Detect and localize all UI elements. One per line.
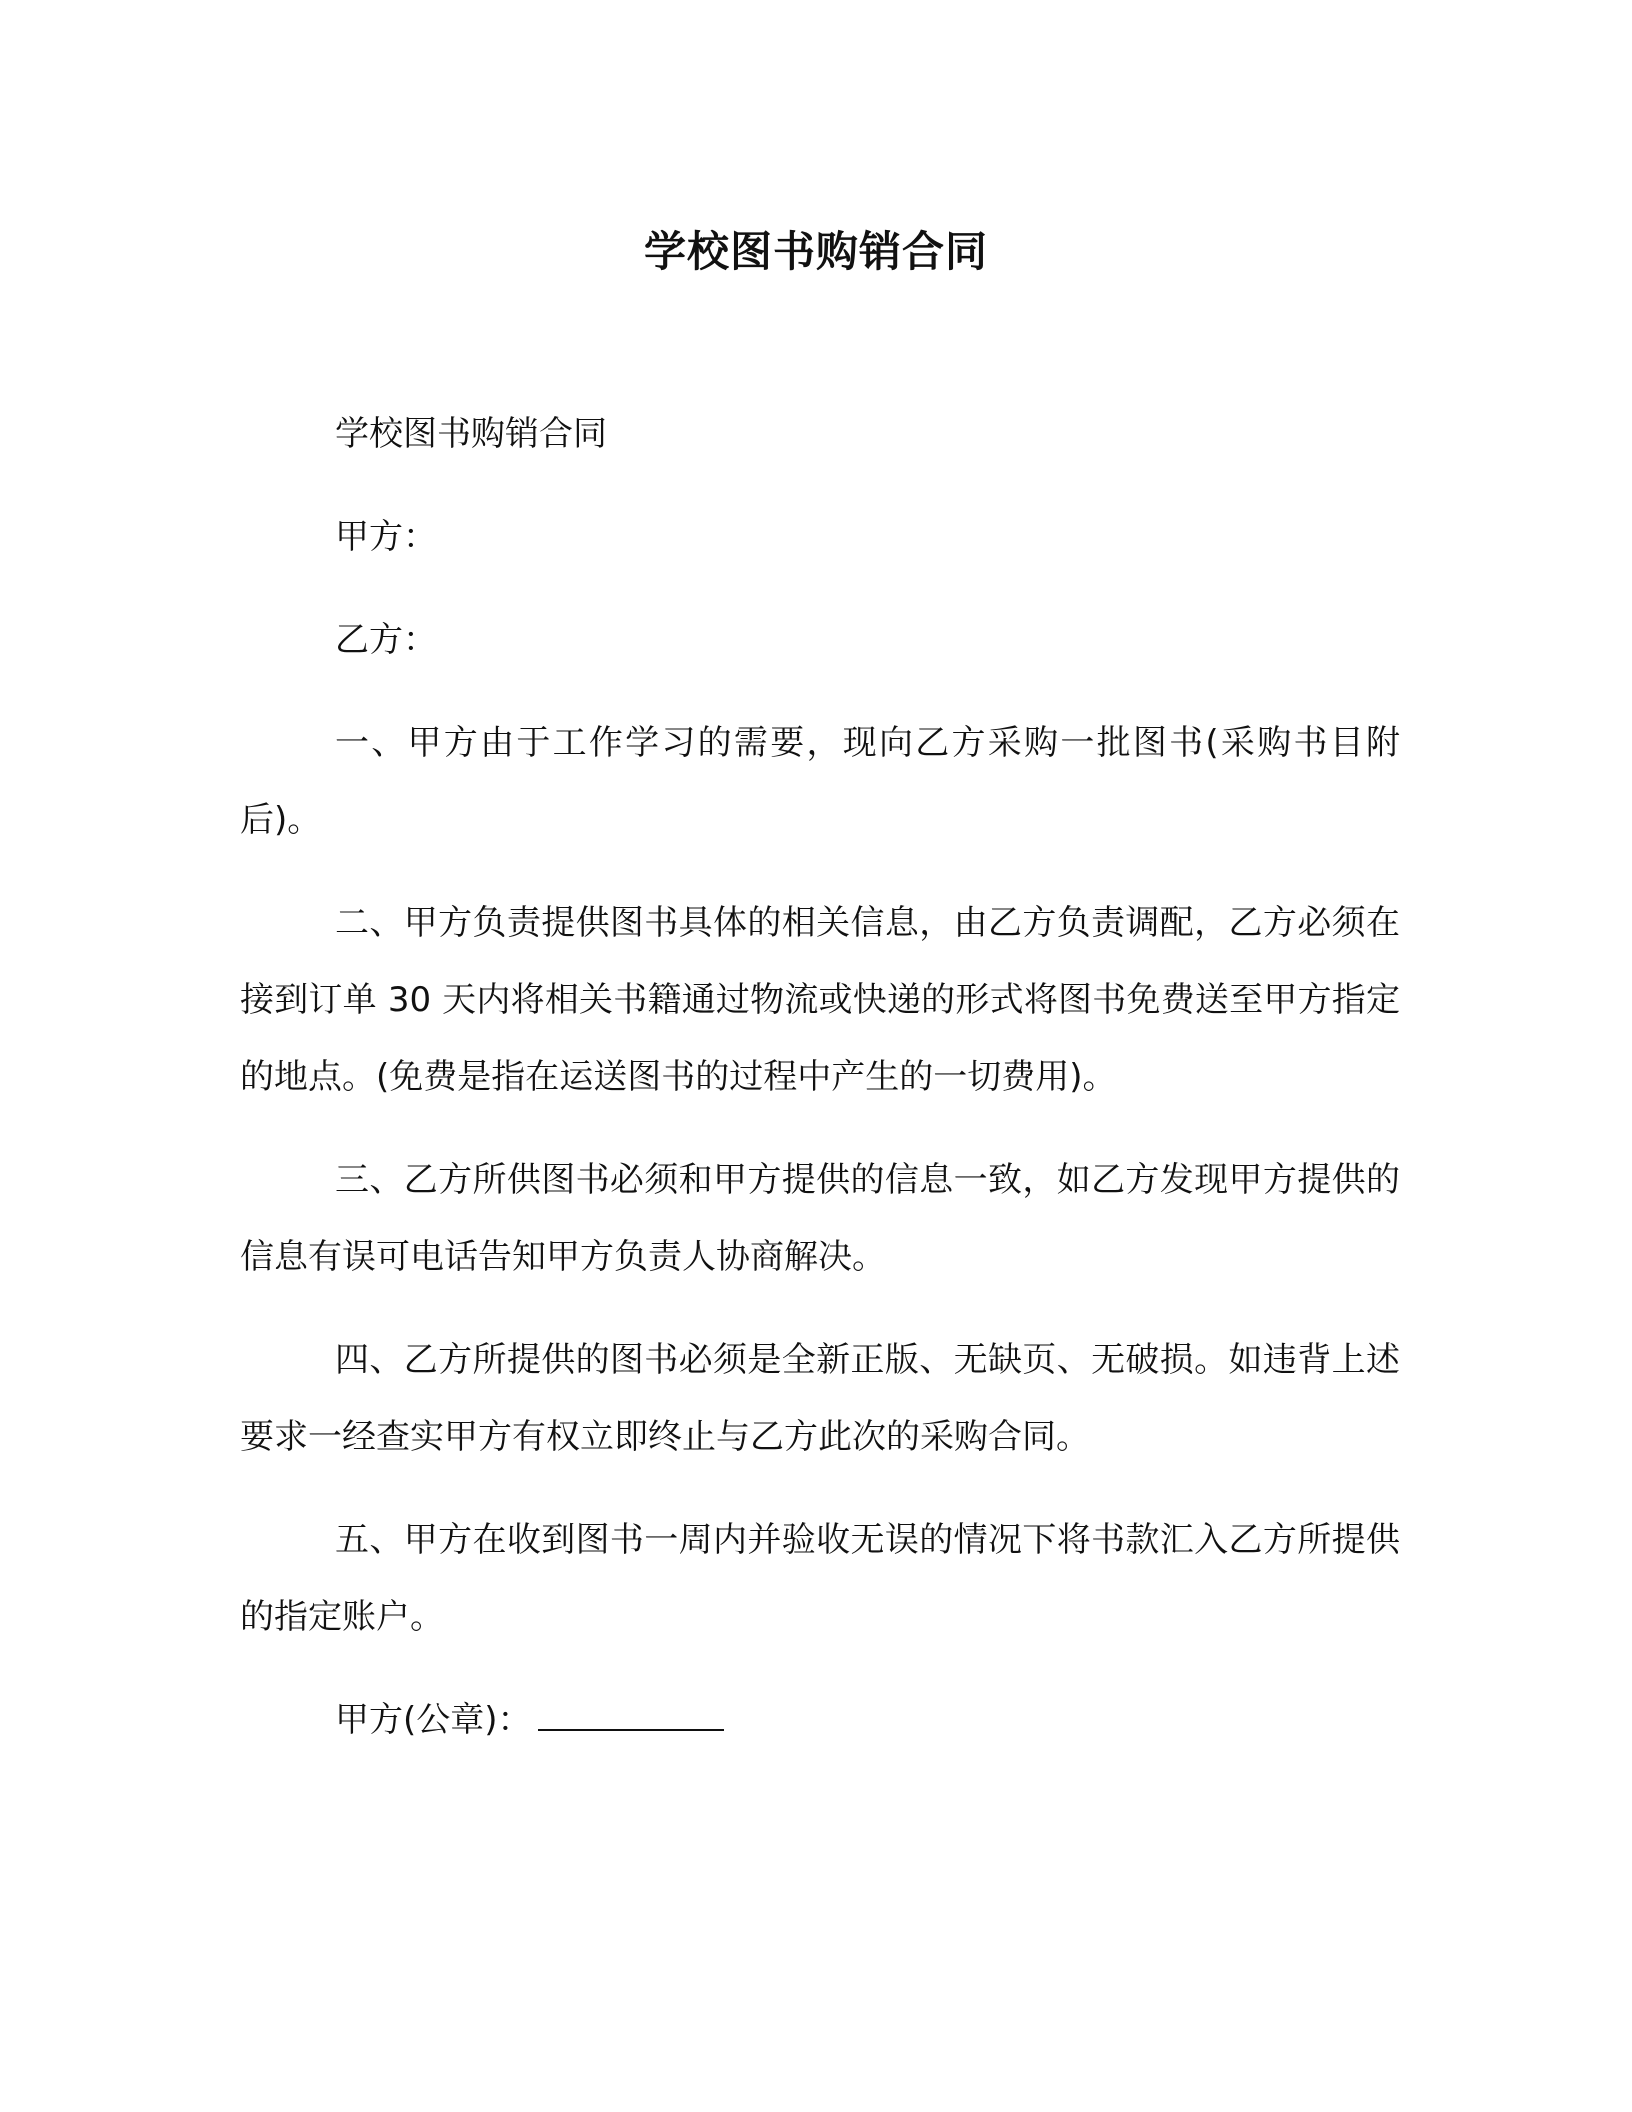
signature-line [240,1682,1400,1759]
clause-5: 五、甲方在收到图书一周内并验收无误的情况下将书款汇入乙方所提供的指定账户。 [240,1520,1400,1637]
party-a-label: 甲方： [335,517,437,557]
clause-1: 一、甲方由于工作学习的需要，现向乙方采购一批图书(采购书目附后)。 [240,723,1400,840]
signature-label: 甲方(公章)： [335,1700,532,1740]
clause-3: 三、乙方所供图书必须和甲方提供的信息一致，如乙方发现甲方提供的信息有误可电话告知甲方负责人协商解决。 [240,1160,1400,1277]
signature-blank [538,1689,724,1731]
clause-2: 二、甲方负责提供图书具体的相关信息，由乙方负责调配，乙方必须在接到订单 30 天内将相关书籍通过物流或快递的形式将图书免费送至甲方指定的地点。(免费是指在运送图书的过程中产生的一切费用)。 [240,903,1400,1097]
subtitle: 学校图书购销合同 [335,414,607,454]
document-title: 学校图书购销合同 [643,227,988,276]
clause-4: 四、乙方所提供的图书必须是全新正版、无缺页、无破损。如违背上述要求一经查实甲方有权立即终止与乙方此次的采购合同。 [240,1340,1400,1457]
document-body [240,396,1400,1785]
party-b-label: 乙方： [335,620,437,660]
